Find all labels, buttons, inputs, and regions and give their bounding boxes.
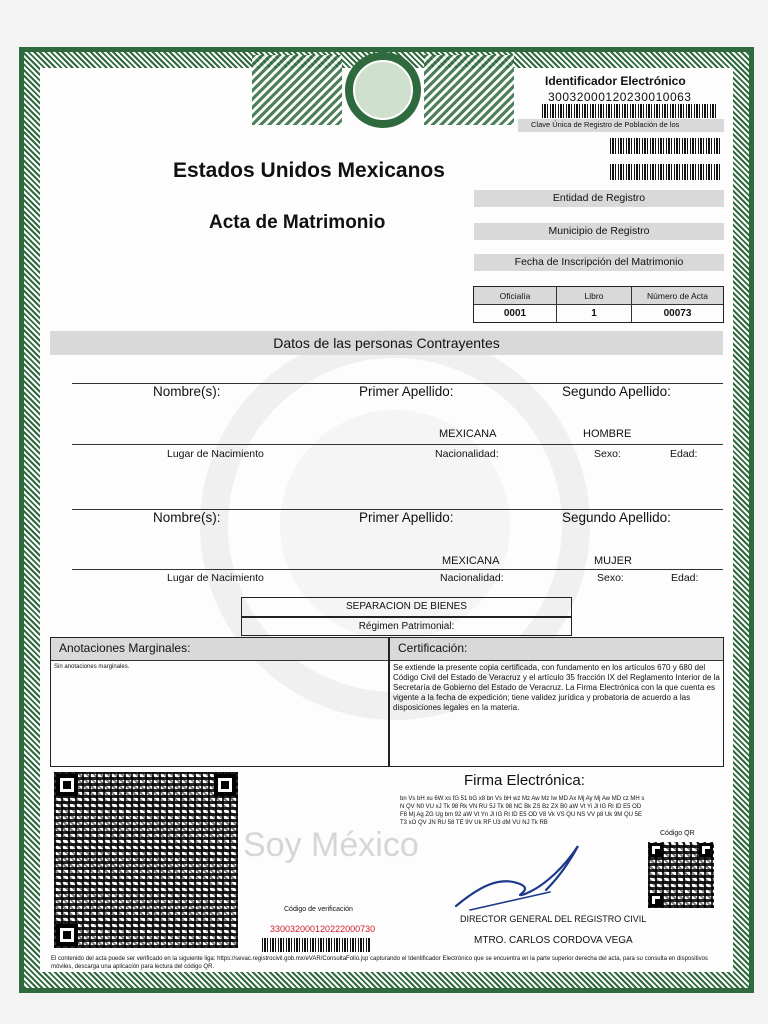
entidad-field: Entidad de Registro	[474, 190, 724, 207]
seal-right-ornament	[424, 55, 514, 125]
identificador-label: Identificador Electrónico	[545, 74, 686, 88]
person-2-nacionalidad-value: MEXICANA	[442, 555, 500, 567]
qr-finder	[649, 843, 663, 857]
anotaciones-divider	[51, 660, 388, 661]
person-1-nacionalidad-label: Nacionalidad:	[435, 448, 499, 460]
fecha-inscripcion-field: Fecha de Inscripción del Matrimonio	[474, 254, 724, 271]
section-title: Datos de las personas Contrayentes	[50, 331, 723, 355]
person-1-lugar-label: Lugar de Nacimiento	[167, 448, 264, 460]
municipio-field: Municipio de Registro	[474, 223, 724, 240]
barcode	[542, 104, 718, 118]
country-title: Estados Unidos Mexicanos	[173, 159, 445, 182]
oficialia-header: Oficialía	[499, 291, 531, 301]
person-2-lugar-label: Lugar de Nacimiento	[167, 572, 264, 584]
verificacion-label: Código de verificación	[284, 906, 353, 913]
qr-finder	[56, 924, 78, 946]
person-1-nombre-label: Nombre(s):	[153, 384, 221, 399]
barcode	[610, 164, 720, 180]
numero-acta-header: Número de Acta	[647, 291, 708, 301]
person-2-primer-apellido-label: Primer Apellido:	[359, 510, 454, 525]
qr-code-small	[648, 842, 714, 908]
person-2-segundo-apellido-label: Segundo Apellido:	[562, 510, 671, 525]
verificacion-code: 330032000120222000730	[270, 924, 376, 934]
qr-finder	[214, 774, 236, 796]
footer-text: El contenido del acta puede ser verificado en la siguiente liga: https://sevac.registrocivil.gob.mx/eVAR/ConsultaFolio.jsp capturando el Identificador Electrónico que se encuentra en la parte superior derecha del acta, para su consulta en dispositivos móviles, descarga una aplicación para lectura del código QR.	[51, 956, 708, 970]
soy-mexico-watermark: Soy México	[243, 826, 419, 864]
numero-acta-value: 00073	[663, 308, 692, 319]
qr-finder	[699, 843, 713, 857]
libro-value: 1	[591, 308, 597, 319]
person-2-nacionalidad-label: Nacionalidad:	[440, 572, 504, 584]
firma-title: Firma Electrónica:	[464, 772, 585, 789]
firma-hash: bn Vs bH xu 6W xs fG 51 bG x8 bn Vs bH wz Mz Aw Mz Iw MD Ax Mj Ay Mj Aw MD cz MH sN QV N0 VU xJ Tk 98 Rk VN RU 5J Tk 98 NC Bk ZS Bz ZX B0 aW Vt Yi Jl IG RI ID E5 OD F8 Mj Ag ZG Ug bm 92 aW Vt Yn Jl IG RI ID E5 OD V8 Vk VS QU NS VV p8 Uk 9M QU 5E T3 xO QV JN RU 58 TE 9V Uk RF U3 dM VU NJ Tk RB	[400, 796, 645, 826]
person-1-bottom-line	[72, 444, 723, 445]
curp-label: Clave Única de Registro de Población de los	[531, 120, 680, 129]
person-1-sexo-value: HOMBRE	[583, 428, 632, 440]
person-2-edad-label: Edad:	[671, 572, 699, 584]
director-name: MTRO. CARLOS CORDOVA VEGA	[474, 935, 633, 946]
person-1-sexo-label: Sexo:	[594, 448, 621, 460]
oficialia-value: 0001	[503, 308, 527, 319]
identificador-value: 30032000120230010063	[548, 90, 692, 104]
regimen-value-box: SEPARACION DE BIENES	[241, 597, 572, 617]
person-2-sexo-label: Sexo:	[597, 572, 624, 584]
person-2-sexo-value: MUJER	[594, 555, 632, 567]
person-2-bottom-line	[72, 569, 723, 570]
document-title: Acta de Matrimonio	[209, 212, 386, 233]
certificacion-title: Certificación:	[398, 641, 468, 655]
signature	[450, 836, 590, 916]
qr-code-large	[54, 772, 238, 948]
qr-finder	[649, 893, 663, 907]
certificacion-text: Se extiende la presente copia certificada, con fundamento en los artículos 670 y 680 del Código Civil del Estado de Veracruz y el artículo 35 fracción IX del Reglamento Interior de la Secretaría de Gobierno del Estado de Veracruz. La Firma Electrónica con la que cuenta es vigente a la fecha de expedición; tiene validez jurídica y probatoria de acuerdo a las disposiciones legales en la materia.	[393, 663, 720, 712]
person-1-segundo-apellido-label: Segundo Apellido:	[562, 384, 671, 399]
certificacion-divider	[390, 660, 723, 661]
barcode	[262, 938, 370, 952]
regimen-label-box: Régimen Patrimonial:	[241, 617, 572, 636]
barcode	[610, 138, 720, 154]
person-1-primer-apellido-label: Primer Apellido:	[359, 384, 454, 399]
qr-finder	[56, 774, 78, 796]
anotaciones-title: Anotaciones Marginales:	[59, 641, 191, 655]
libro-header: Libro	[584, 291, 604, 301]
director-title: DIRECTOR GENERAL DEL REGISTRO CIVIL	[460, 914, 647, 924]
person-1-nacionalidad-value: MEXICANA	[439, 428, 497, 440]
person-2-nombre-label: Nombre(s):	[153, 510, 221, 525]
codigo-qr-label: Código QR	[660, 830, 695, 837]
anotaciones-text: Sin anotaciones marginales.	[54, 664, 130, 670]
seal-left-ornament	[252, 55, 342, 125]
eagle-emblem-icon	[353, 60, 413, 120]
table-divider	[474, 304, 723, 305]
person-1-edad-label: Edad:	[670, 448, 698, 460]
